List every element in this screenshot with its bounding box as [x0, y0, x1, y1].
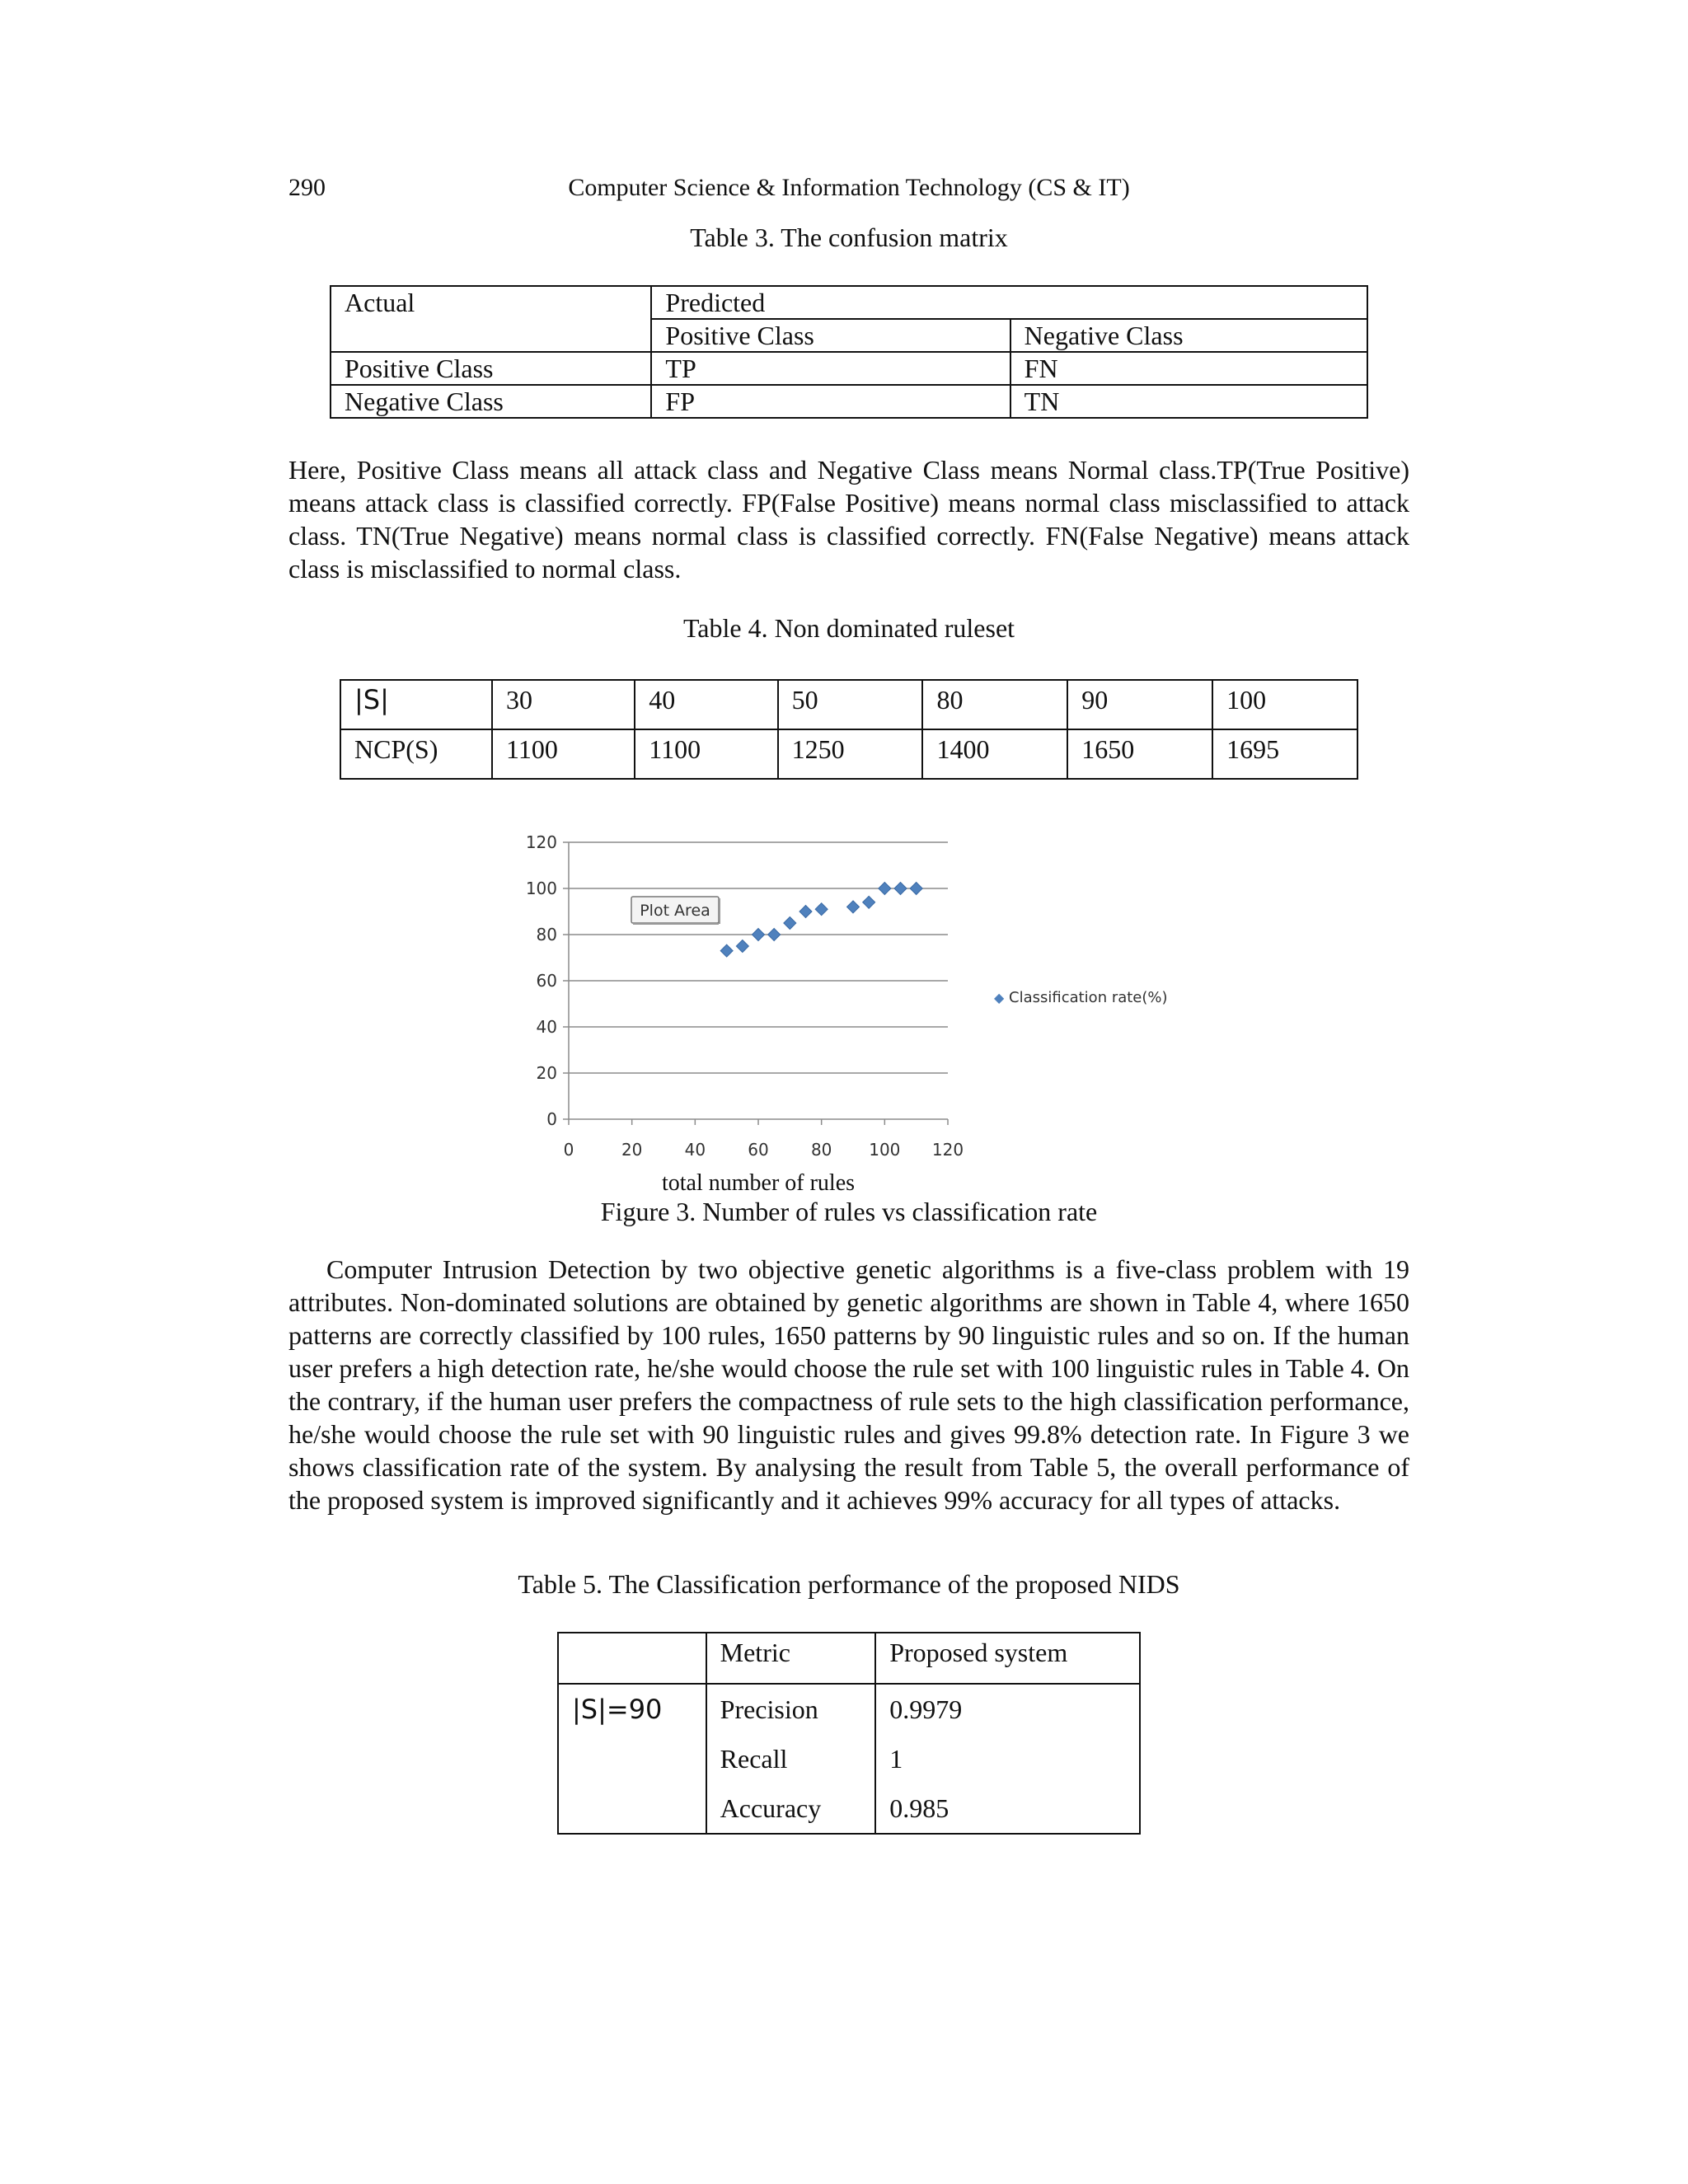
classification-performance-table — [557, 1632, 1141, 1835]
table-cell: 40 — [635, 680, 777, 729]
data-points — [720, 883, 922, 958]
data-point — [863, 896, 875, 908]
table-cell: 1650 — [1067, 729, 1212, 779]
y-tick-label: 100 — [525, 879, 557, 898]
table-row — [331, 352, 1367, 385]
paragraph-confusion-definitions: Here, Positive Class means all attack class and Negative Class means Normal class.TP(True Positive) means attack class is classified correctly. FP(False Positive) means normal class misclassified to attack class. TN(True Negative) means normal class is classified correctly. FN(False Negative) means attack class is misclassified to normal class. — [288, 455, 1409, 583]
data-point — [847, 901, 860, 913]
cell-tn: TN — [1010, 385, 1367, 418]
x-tick-label: 40 — [684, 1140, 706, 1160]
actual-header: Actual — [331, 286, 651, 352]
tooltip-text: Plot Area — [640, 902, 710, 920]
data-point — [768, 929, 781, 941]
chart-gridlines — [569, 842, 948, 1073]
x-tick-labels — [564, 1140, 964, 1160]
x-tick-label: 0 — [563, 1140, 574, 1160]
value-precision: 0.9979 — [889, 1694, 963, 1724]
empty-header-cell — [558, 1633, 706, 1684]
positive-class-header: Positive Class — [651, 319, 1010, 352]
classification-rate-chart — [495, 824, 1220, 1170]
table-row — [331, 385, 1367, 418]
figure3-caption: Figure 3. Number of rules vs classification rate — [600, 1197, 1098, 1226]
y-tick-label: 120 — [525, 832, 557, 852]
x-tick-label: 20 — [621, 1140, 643, 1160]
proposed-system-header: Proposed system — [875, 1633, 1140, 1684]
predicted-header: Predicted — [651, 286, 1367, 319]
metric-names-cell — [706, 1684, 876, 1834]
data-point — [736, 940, 748, 953]
negative-class-header: Negative Class — [1010, 319, 1367, 352]
y-tick-label: 80 — [536, 925, 557, 944]
metric-recall: Recall — [720, 1744, 788, 1774]
value-recall: 1 — [889, 1744, 903, 1774]
table-row — [558, 1684, 1140, 1834]
table-cell: 1400 — [922, 729, 1067, 779]
metric-header: Metric — [706, 1633, 876, 1684]
plot-area-tooltip — [631, 897, 720, 924]
y-tick-label: 60 — [536, 971, 557, 991]
row-label: Negative Class — [331, 385, 651, 418]
page-header — [288, 171, 1409, 204]
table-row — [340, 680, 1357, 729]
legend-marker: ◆ — [994, 990, 1005, 1005]
table-cell: 30 — [492, 680, 635, 729]
legend-label: Classification rate(%) — [1009, 989, 1168, 1006]
non-dominated-ruleset-table — [340, 679, 1358, 780]
data-point — [815, 903, 828, 916]
table5-caption: Table 5. The Classification performance of the proposed NIDS — [518, 1569, 1180, 1599]
y-tick-label: 20 — [536, 1063, 557, 1083]
data-point — [894, 883, 907, 895]
y-tick-label: 0 — [546, 1109, 557, 1129]
page-number: 290 — [288, 174, 326, 201]
data-point — [753, 929, 765, 941]
data-point — [879, 883, 891, 895]
cell-tp: TP — [651, 352, 1010, 385]
table-row — [558, 1633, 1140, 1684]
value-accuracy: 0.985 — [889, 1793, 950, 1823]
chart-axes — [563, 842, 948, 1125]
data-point — [784, 917, 796, 930]
table3-caption: Table 3. The confusion matrix — [690, 223, 1008, 252]
metric-precision: Precision — [720, 1694, 818, 1724]
cell-fp: FP — [651, 385, 1010, 418]
data-point — [799, 906, 812, 918]
cell-fn: FN — [1010, 352, 1367, 385]
chart-legend — [994, 989, 1168, 1006]
table-cell: 100 — [1212, 680, 1357, 729]
row-label: Positive Class — [331, 352, 651, 385]
ruleset-size-cell — [558, 1684, 706, 1834]
data-point — [910, 883, 922, 895]
metric-accuracy: Accuracy — [720, 1793, 822, 1823]
x-tick-label: 100 — [869, 1140, 901, 1160]
x-tick-label: 80 — [810, 1140, 832, 1160]
table-cell: 1250 — [778, 729, 923, 779]
table-cell: 1100 — [635, 729, 777, 779]
y-tick-label: 40 — [536, 1017, 557, 1037]
table-cell: 1695 — [1212, 729, 1357, 779]
journal-title: Computer Science & Information Technology (CS & IT) — [568, 174, 1130, 201]
metric-values-cell — [875, 1684, 1140, 1834]
paragraph-results: Computer Intrusion Detection by two objective genetic algorithms is a five-class problem with 19 attributes. Non-dominated solutions are obtained by genetic algorithms are shown in Table 4, where 1650 patterns are correctly classified by 100 rules, 1650 patterns by 90 linguistic rules and so on. If the human user prefers a high detection rate, he/she would choose the rule set with 100 linguistic rules in Table 4. On the contrary, if the human user prefers the compactness of rule sets to the high classification performance, he/she would choose the rule set with 90 linguistic rules and gives 99.8% detection rate. In Figure 3 we shows classification rate of the system. By analysing the result from Table 5, the overall performance of the proposed system is improved significantly and it achieves 99% accuracy for all types of attacks. — [288, 1254, 1409, 1515]
table4-caption: Table 4. Non dominated ruleset — [682, 613, 1015, 643]
row-label-s: |S| — [340, 680, 492, 729]
table-cell: 50 — [778, 680, 923, 729]
row-label-ncp: NCP(S) — [340, 729, 492, 779]
table-cell: 90 — [1067, 680, 1212, 729]
table-cell: 1100 — [492, 729, 635, 779]
confusion-matrix-table — [330, 285, 1368, 419]
table-row — [340, 729, 1357, 779]
x-tick-label: 120 — [931, 1140, 964, 1160]
ruleset-size-label: |S|=90 — [572, 1694, 663, 1725]
table-cell: 80 — [922, 680, 1067, 729]
x-axis-label: total number of rules — [661, 1170, 856, 1196]
y-tick-labels — [526, 832, 557, 1129]
data-point — [720, 944, 733, 957]
x-tick-label: 60 — [748, 1140, 769, 1160]
